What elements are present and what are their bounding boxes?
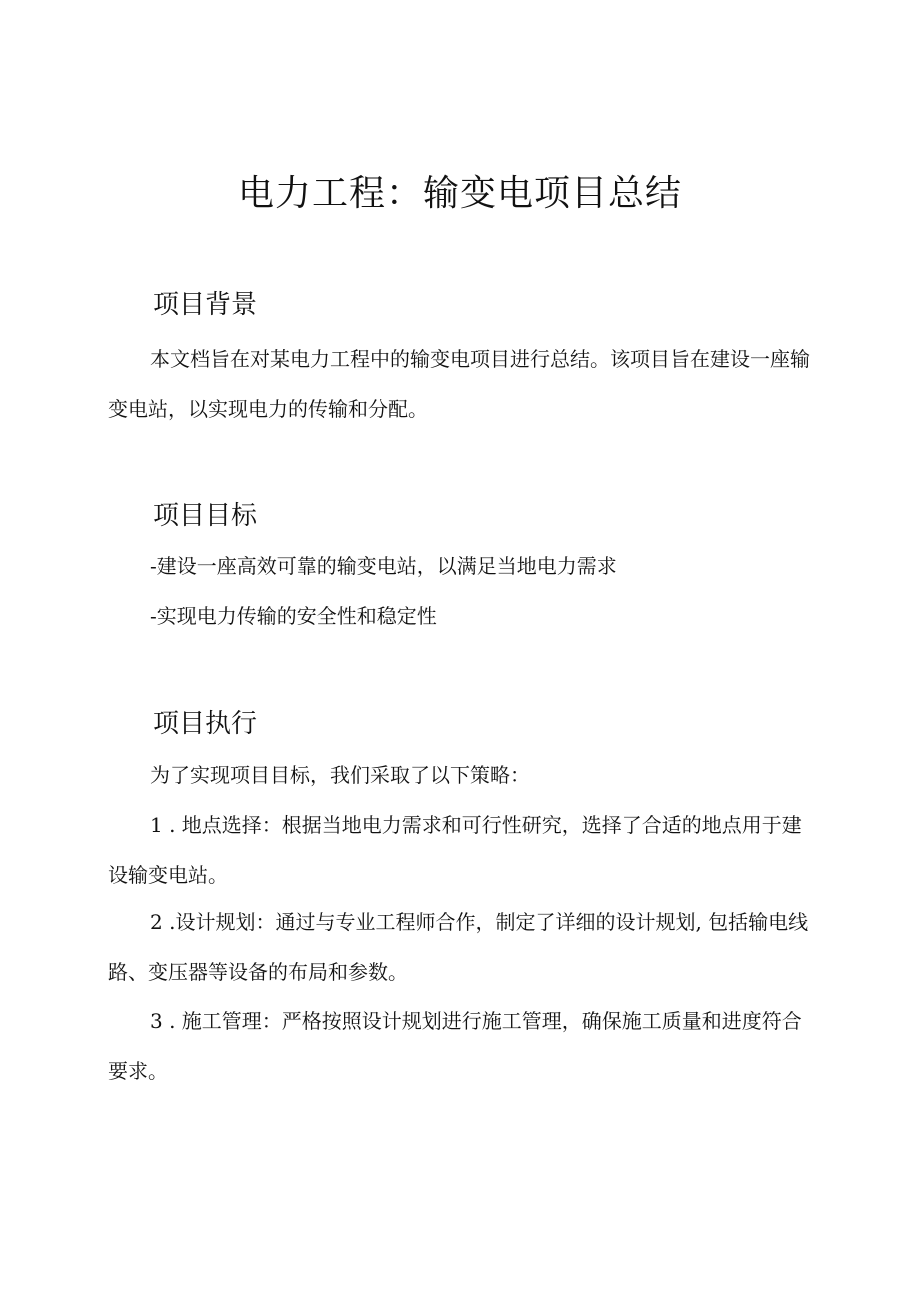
section-heading-background: 项目背景	[153, 290, 258, 320]
section-heading-execution: 项目执行	[153, 709, 258, 739]
strategy-item: 2 .设计规划：通过与专业工程师合作，制定了详细的设计规划, 包括输电线路、变压器等设备的布局和参数。	[108, 910, 809, 984]
goal-item: -实现电力传输的安全性和稳定性	[150, 604, 437, 628]
strategy-item: 3 . 施工管理：严格按照设计规划进行施工管理，确保施工质量和进度符合要求。	[108, 1009, 802, 1083]
document-title: 电力工程：输变电项目总结	[237, 173, 682, 214]
strategy-item: 1 . 地点选择：根据当地电力需求和可行性研究，选择了合适的地点用于建设输变电站。	[108, 813, 802, 887]
section-heading-goals: 项目目标	[153, 501, 258, 531]
goal-item: -建设一座高效可靠的输变电站，以满足当地电力需求	[150, 554, 617, 578]
execution-intro: 为了实现项目目标，我们采取了以下策略：	[150, 763, 530, 787]
background-paragraph: 本文档旨在对某电力工程中的输变电项目进行总结。该项目旨在建设一座输变电站，以实现电力的传输和分配。	[108, 347, 810, 421]
